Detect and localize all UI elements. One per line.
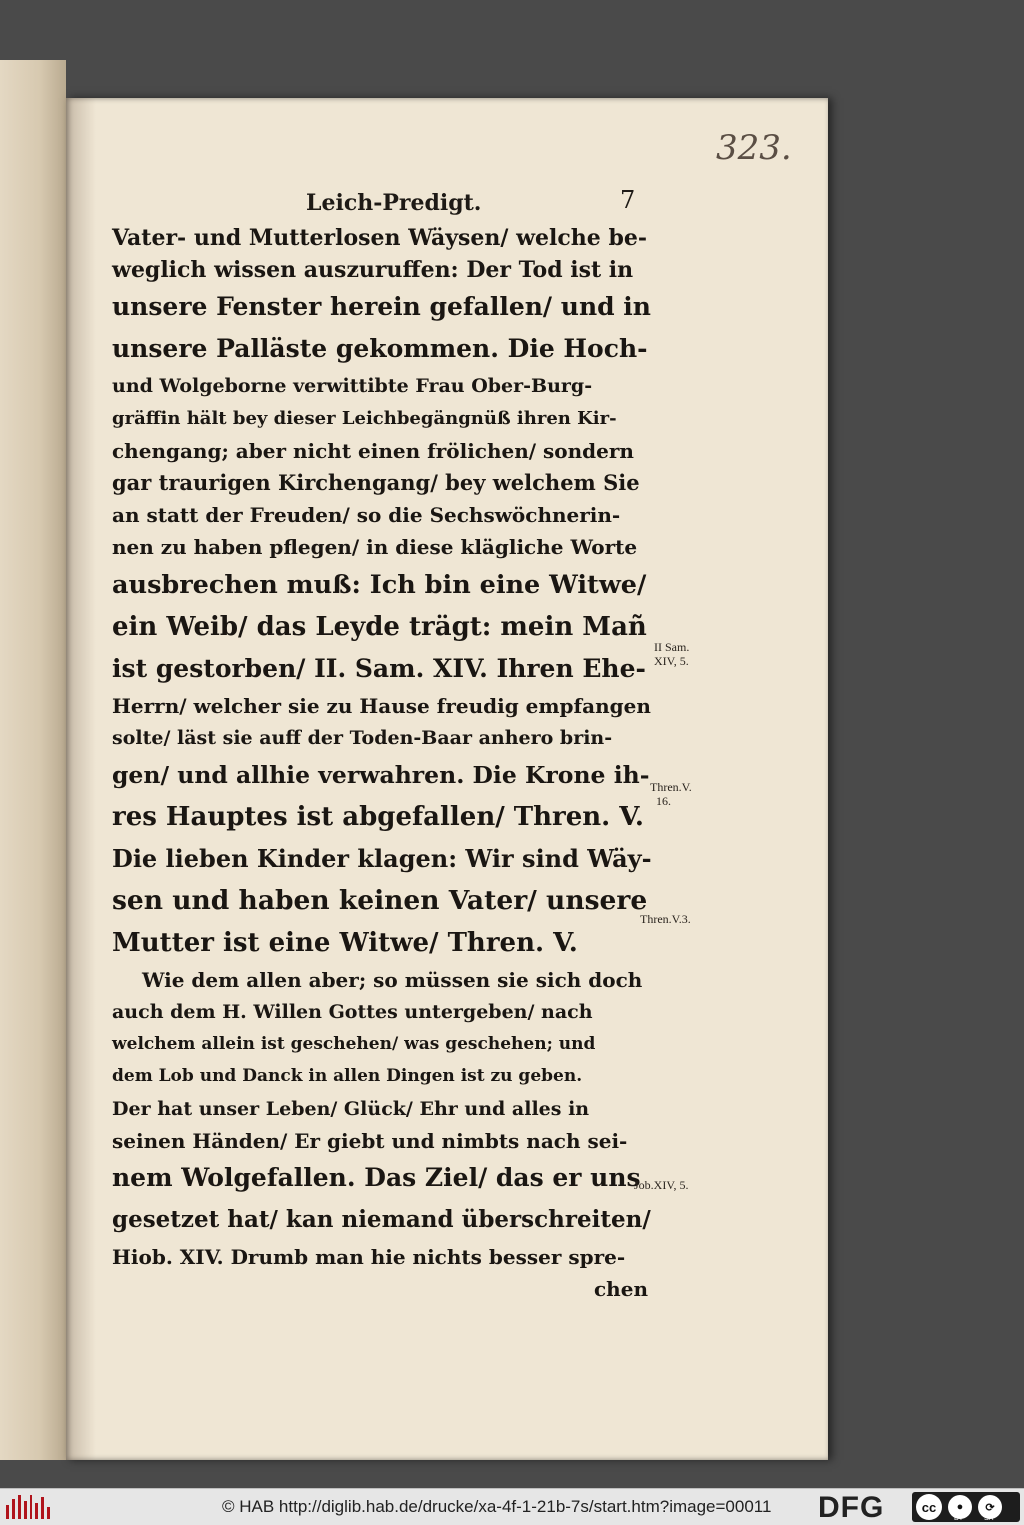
text-line: weglich wissen auszuruffen: Der Tod ist in bbox=[112, 257, 634, 284]
cc-license-badge[interactable] bbox=[912, 1492, 1020, 1522]
footer-bar bbox=[0, 1488, 1024, 1525]
text-line: und Wolgeborne verwittibte Frau Ober-Burg- bbox=[112, 375, 593, 398]
text-line: gesetzet hat/ kan niemand überschreiten/ bbox=[112, 1206, 651, 1233]
text-line: Hiob. XIV. Drumb man hie nichts besser spre- bbox=[112, 1245, 626, 1269]
text-line: nen zu haben pflegen/ in diese klägliche Worte bbox=[112, 535, 638, 560]
text-line: dem Lob und Danck in allen Dingen ist zu geben. bbox=[112, 1066, 583, 1087]
copyright-link[interactable]: © HAB http://diglib.hab.de/drucke/xa-4f-1-21b-7s/start.htm?image=00011 bbox=[222, 1497, 772, 1516]
margin-note: Job.XIV, 5. bbox=[634, 1178, 689, 1192]
text-line: Herrn/ welcher sie zu Hause freudig empfangen bbox=[112, 693, 651, 718]
page-number: 7 bbox=[620, 186, 636, 214]
text-line: Der hat unser Leben/ Glück/ Ehr und alles in bbox=[112, 1097, 590, 1120]
margin-note: Thren.V. 16. bbox=[650, 780, 692, 808]
text-line: an statt der Freuden/ so die Sechswöchnerin- bbox=[112, 503, 621, 528]
text-body bbox=[112, 222, 652, 1305]
text-line: Die lieben Kinder klagen: Wir sind Wäy- bbox=[112, 843, 652, 873]
text-line: welchem allein ist geschehen/ was geschehen; und bbox=[112, 1034, 596, 1055]
text-line: nem Wolgefallen. Das Ziel/ das er uns bbox=[112, 1163, 641, 1192]
by-person-icon: ● bbox=[948, 1495, 972, 1519]
text-line: Mutter ist eine Witwe/ Thren. V. bbox=[112, 927, 578, 958]
text-line: chengang; aber nicht einen frölichen/ sondern bbox=[112, 438, 634, 463]
left-page-edge bbox=[0, 60, 66, 1460]
text-line: solte/ läst sie auff der Toden-Baar anhero brin- bbox=[112, 726, 613, 749]
text-line: ist gestorben/ II. Sam. XIV. Ihren Ehe- bbox=[112, 653, 646, 683]
margin-note: II Sam. XIV, 5. bbox=[654, 640, 690, 668]
text-line: chen bbox=[594, 1277, 648, 1302]
text-line: auch dem H. Willen Gottes untergeben/ nach bbox=[112, 1001, 593, 1024]
license-by-label: BY bbox=[954, 1515, 964, 1522]
text-line: ein Weib/ das Leyde trägt: mein Mañ bbox=[112, 611, 647, 642]
text-line: res Hauptes ist abgefallen/ Thren. V. bbox=[112, 801, 644, 832]
hab-logo-icon bbox=[6, 1495, 50, 1519]
running-head: Leich-Predigt. bbox=[306, 190, 482, 216]
cc-icon: cc bbox=[916, 1494, 942, 1520]
text-line: unsere Palläste gekommen. Die Hoch- bbox=[112, 334, 648, 364]
handwritten-folio-number: 323. bbox=[716, 128, 792, 168]
text-line: gar traurigen Kirchengang/ bey welchem Sie bbox=[112, 469, 640, 495]
text-line: Wie dem allen aber; so müssen sie sich doch bbox=[142, 967, 643, 992]
gutter-shadow bbox=[66, 98, 96, 1460]
text-line: sen und haben keinen Vater/ unsere bbox=[112, 884, 648, 916]
text-line: Vater- und Mutterlosen Wäysen/ welche be- bbox=[112, 225, 647, 251]
text-line: gen/ und allhie verwahren. Die Krone ih- bbox=[112, 760, 650, 789]
text-line: seinen Händen/ Er giebt und nimbts nach sei- bbox=[112, 1128, 628, 1153]
license-sa-label: SA bbox=[984, 1515, 994, 1522]
text-line: unsere Fenster herein gefallen/ und in bbox=[112, 292, 651, 322]
dfg-logo: DFG bbox=[818, 1491, 885, 1524]
text-line: gräffin hält bey dieser Leichbegängnüß ihren Kir- bbox=[112, 407, 617, 429]
margin-note: Thren.V.3. bbox=[640, 912, 691, 926]
text-line: ausbrechen muß: Ich bin eine Witwe/ bbox=[112, 569, 647, 600]
share-alike-icon: ⟳ bbox=[978, 1495, 1002, 1519]
